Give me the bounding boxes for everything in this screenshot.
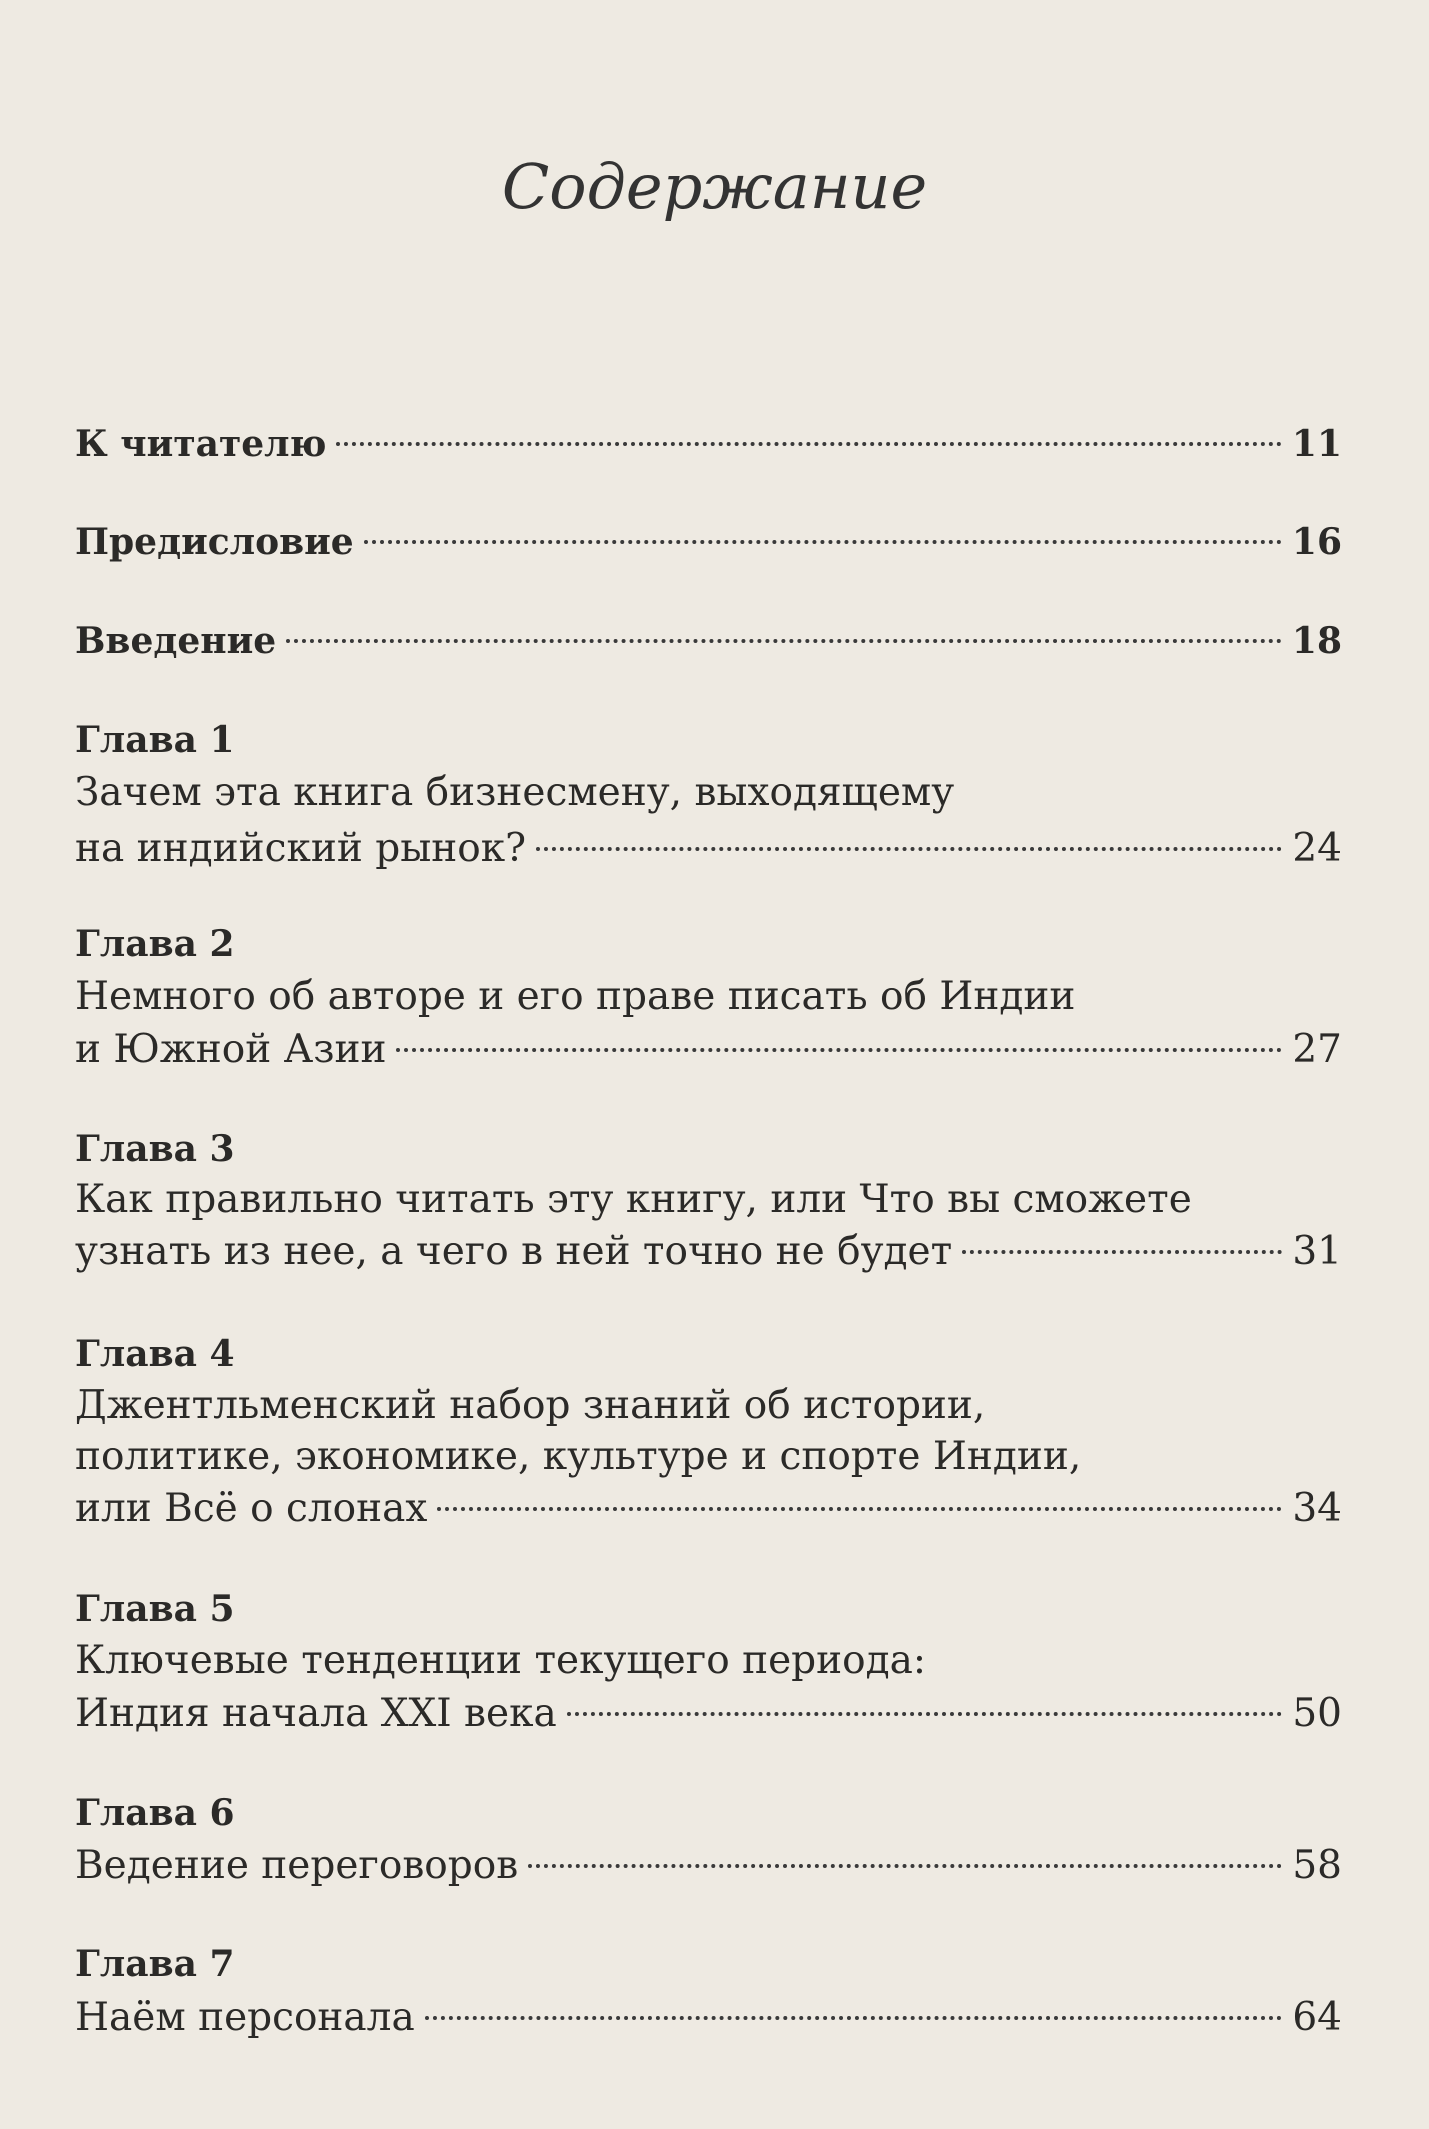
chapter-label: Глава 2 — [75, 923, 235, 965]
chapter-title-line: на индийский рынок? — [75, 826, 526, 871]
entry-label: Предисловие — [75, 521, 354, 563]
dot-leader — [536, 847, 1282, 851]
dot-leader — [528, 1864, 1282, 1868]
page-number: 11 — [1291, 423, 1342, 465]
dot-leader — [336, 442, 1281, 446]
chapter-label: Глава 1 — [75, 719, 235, 761]
chapter-title-line: Индия начала XXI века — [75, 1691, 557, 1736]
chapter-label: Глава 7 — [75, 1943, 235, 1985]
dot-leader — [437, 1507, 1282, 1511]
page-number: 24 — [1292, 826, 1342, 871]
page-number: 34 — [1292, 1486, 1342, 1531]
chapter-label: Глава 5 — [75, 1588, 235, 1630]
chapter-title-line: узнать из нее, а чего в ней точно не будет — [75, 1229, 953, 1274]
dot-leader — [567, 1712, 1283, 1716]
chapter-title-line: Ведение переговоров — [75, 1843, 519, 1888]
chapter-title-line: или Всё о слонах — [75, 1486, 428, 1531]
chapter-title-line: Джентльменский набор знаний об истории, — [75, 1383, 986, 1428]
dot-leader — [962, 1250, 1282, 1254]
chapter-title-line: и Южной Азии — [75, 1027, 387, 1072]
page-number: 31 — [1292, 1229, 1342, 1274]
chapter-title-line: Зачем эта книга бизнесмену, выходящему — [75, 770, 955, 815]
entry-label: К читателю — [75, 423, 327, 465]
page-title: Содержание — [501, 150, 928, 223]
chapter-label: Глава 4 — [75, 1333, 235, 1375]
page-number: 64 — [1292, 1995, 1342, 2040]
page-number: 18 — [1291, 620, 1342, 662]
dot-leader — [425, 2016, 1283, 2020]
dot-leader — [286, 639, 1282, 643]
page-number: 50 — [1292, 1691, 1342, 1736]
chapter-title-line: Наём персонала — [75, 1995, 415, 2040]
dot-leader — [364, 540, 1282, 544]
page-number: 27 — [1292, 1027, 1342, 1072]
dot-leader — [396, 1048, 1282, 1052]
entry-label: Введение — [75, 620, 277, 662]
page-number: 16 — [1291, 521, 1342, 563]
chapter-label: Глава 3 — [75, 1128, 235, 1170]
chapter-title-line: политике, экономике, культуре и спорте Индии, — [75, 1434, 1082, 1479]
chapter-title-line: Как правильно читать эту книгу, или Что вы сможете — [75, 1177, 1192, 1222]
page-number: 58 — [1292, 1843, 1342, 1888]
chapter-title-line: Ключевые тенденции текущего периода: — [75, 1638, 926, 1683]
chapter-title-line: Немного об авторе и его праве писать об Индии — [75, 974, 1076, 1019]
chapter-label: Глава 6 — [75, 1792, 235, 1834]
